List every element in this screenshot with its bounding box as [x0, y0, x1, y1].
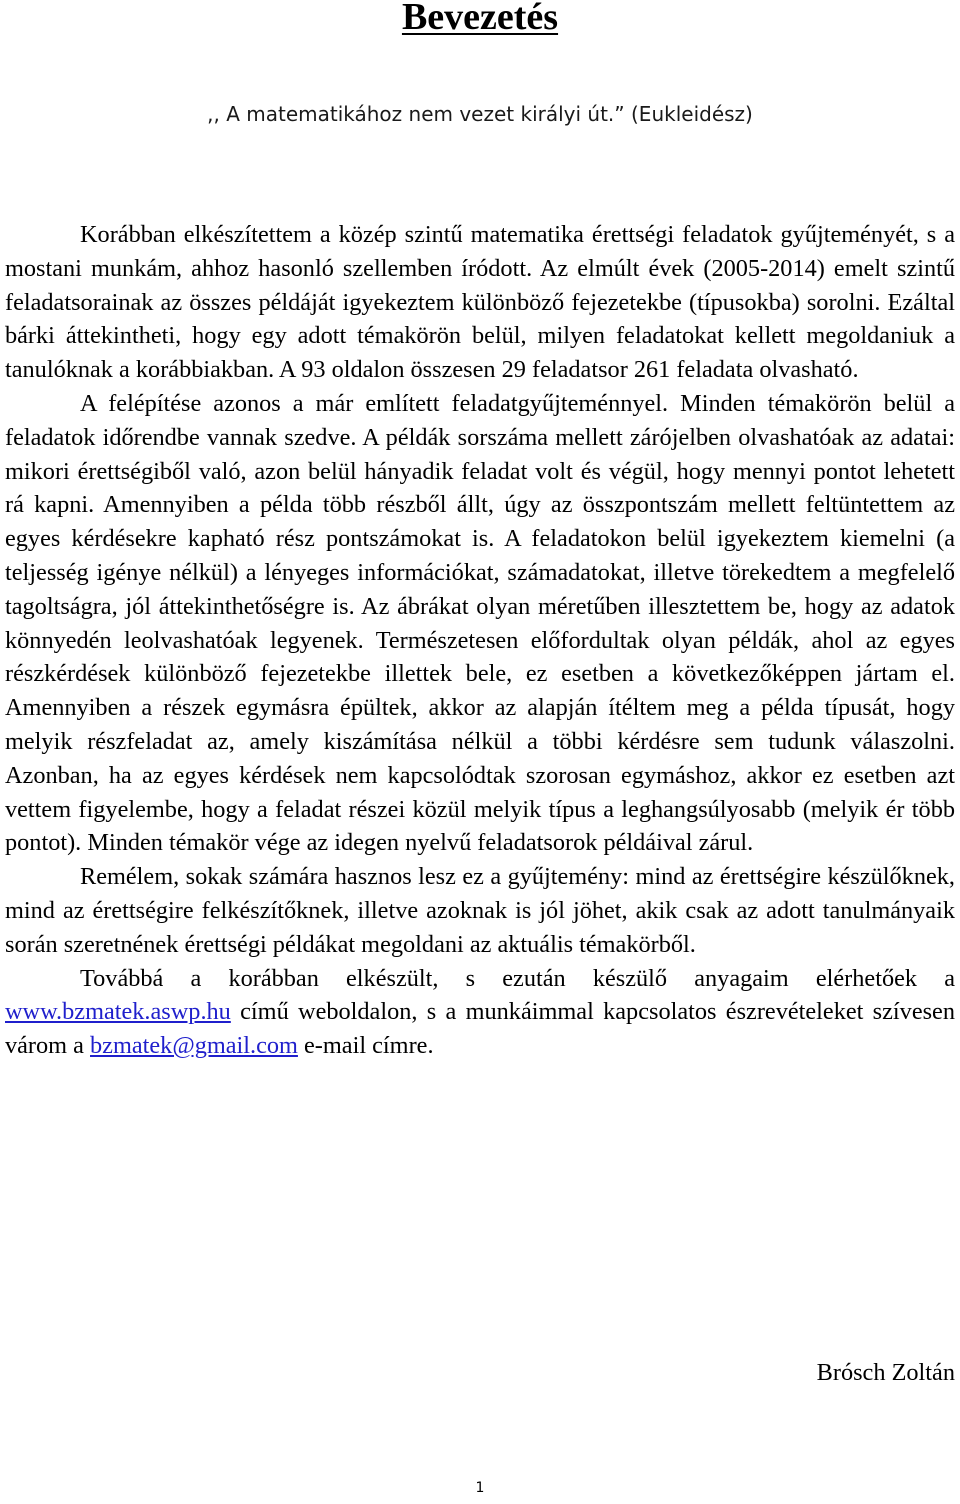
- paragraph-3: Remélem, sokak számára hasznos lesz ez a gyűjtemény: mind az érettségire készülőknek, mind az érettségire felkészítőknek, illetve azoknak is jól jöhet, akik csak az adott tanulmányaik során szeretnének érettségi példákat megoldani az aktuális témakörből.: [5, 863, 955, 958]
- paragraph-4-text-1: Továbbá a korábban elkészült, s ezután készülő anyagaim elérhetőek a: [80, 964, 955, 992]
- email-link[interactable]: bzmatek@gmail.com: [90, 1032, 298, 1060]
- paragraph-4-text-3: e-mail címre.: [304, 1032, 434, 1060]
- page-title: Bevezetés: [401, 0, 559, 38]
- author-signature: Brósch Zoltán: [816, 1359, 955, 1386]
- paragraph-4: [5, 962, 955, 1063]
- page-number: 1: [475, 1480, 485, 1496]
- paragraph-1: Korábban elkészítettem a közép szintű matematika érettségi feladatok gyűjteményét, s a mostani munkám, ahhoz hasonló szellemben íródott. Az elmúlt évek (2005-2014) emelt szintű feladatsorainak az összes példáját igyekeztem különböző fejezetekbe (típusokba) sorolni. Ezáltal bárki áttekintheti, hogy egy adott témakörön belül, milyen feladatokat kellett megoldaniuk a tanulóknak a korábbiakban. A 93 oldalon összesen 29 feladatsor 261 feladata olvasható.: [5, 221, 955, 384]
- motto-quote: ,, A matematikához nem vezet királyi út.” (Eukleidész): [207, 102, 753, 126]
- website-link[interactable]: www.bzmatek.aswp.hu: [5, 998, 231, 1026]
- paragraph-2: A felépítése azonos a már említett feladatgyűjteménnyel. Minden témakörön belül a feladatok időrendbe vannak szedve. A példák sorszáma mellett zárójelben olvashatóak az adatai: mikori érettségiből való, azon belül hányadik feladat volt és végül, hogy mennyi pontot lehetett rá kapni. Amennyiben a példa több részből állt, úgy az összpontszám mellett feltüntettem az egyes kérdésekre kapható rész pontszámokat is. A feladatokon belül igyekeztem kiemelni (a teljesség igénye nélkül) a lényeges információkat, számadatokat, illetve törekedtem a megfelelő tagoltságra, jól áttekinthetőségre is. Az ábrákat olyan méretűben illesztettem be, hogy az adatok könnyedén leolvashatóak legyenek. Természetesen előfordultak olyan példák, ahol az egyes részkérdések különböző fejezetekbe illettek bele, ez esetben a következőképpen jártam el. Amennyiben a részek egymásra épültek, akkor az alapján ítéltem meg a példa típusát, hogy melyik részfeladat az, amely kiszámítása nélkül a többi kérdésre sem tudunk válaszolni. Azonban, ha az egyes kérdések nem kapcsolódtak szorosan egymáshoz, akkor ez esetben azt vettem figyelembe, hogy a feladat részei közül melyik típus a leghangsúlyosabb (melyik ér több pontot). Minden témakör vége az idegen nyelvű feladatsorok példáival zárul.: [5, 389, 955, 857]
- paragraph-4-text-2: című weboldalon, s a munkáimmal kapcsolatos észrevételeket szívesen várom a: [5, 998, 955, 1060]
- body-text: [5, 218, 955, 1063]
